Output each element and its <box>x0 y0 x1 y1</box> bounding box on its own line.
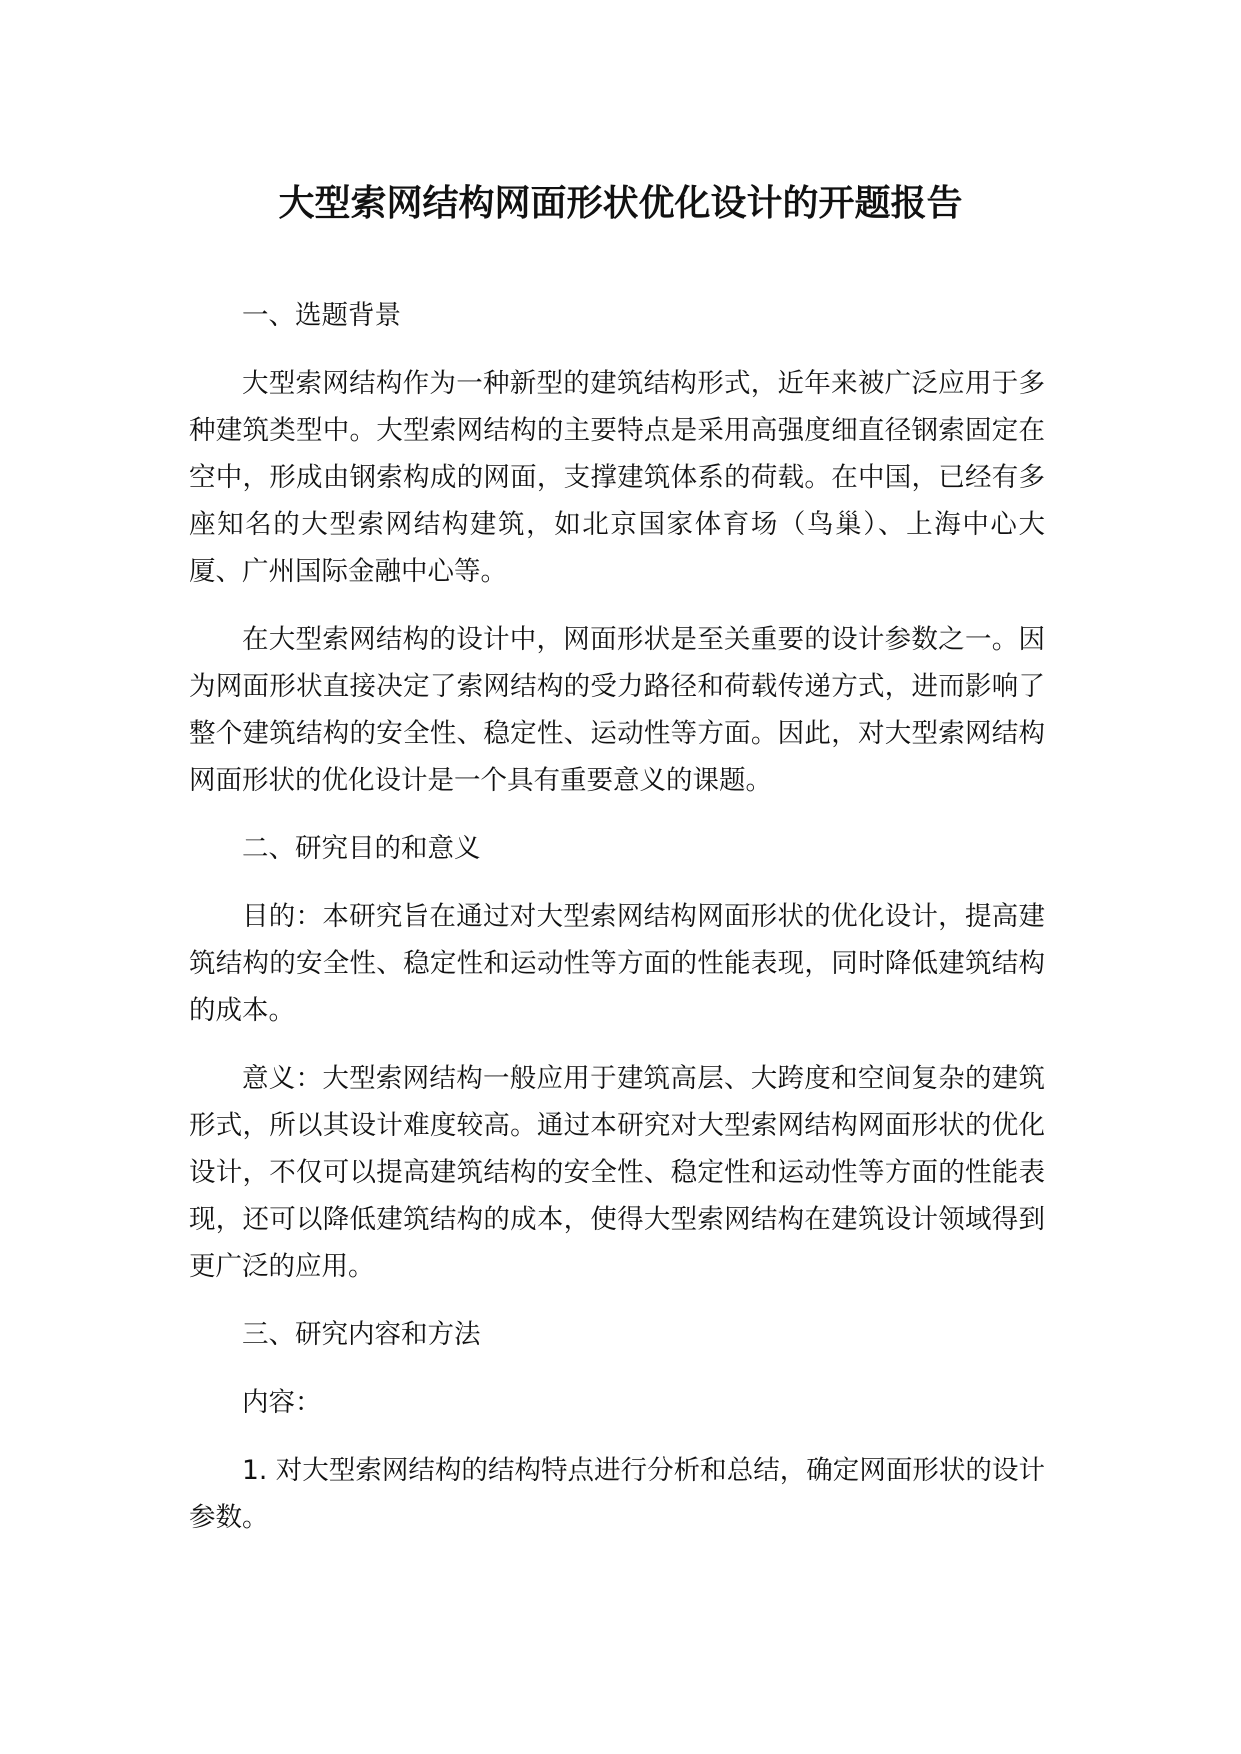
paragraph-background-2: 在大型索网结构的设计中，网面形状是至关重要的设计参数之一。因为网面形状直接决定了索网结构的受力路径和荷载传递方式，进而影响了整个建筑结构的安全性、稳定性、运动性等方面。因此，对大型索网结构网面形状的优化设计是一个具有重要意义的课题。 <box>189 624 1045 796</box>
section-heading-purpose: 二、研究目的和意义 <box>242 833 481 864</box>
section-heading-background: 一、选题背景 <box>242 300 401 331</box>
paragraph-background-1: 大型索网结构作为一种新型的建筑结构形式，近年来被广泛应用于多种建筑类型中。大型索网结构的主要特点是采用高强度细直径钢索固定在空中，形成由钢索构成的网面，支撑建筑体系的荷载。在中国，已经有多座知名的大型索网结构建筑，如北京国家体育场（鸟巢）、上海中心大厦、广州国际金融中心等。 <box>189 368 1045 587</box>
list-item-1: 1. 对大型索网结构的结构特点进行分析和总结，确定网面形状的设计参数。 <box>189 1455 1045 1533</box>
document-title: 大型索网结构网面形状优化设计的开题报告 <box>278 183 963 224</box>
paragraph-purpose: 目的：本研究旨在通过对大型索网结构网面形状的优化设计，提高建筑结构的安全性、稳定性和运动性等方面的性能表现，同时降低建筑结构的成本。 <box>189 901 1045 1026</box>
paragraph-significance: 意义：大型索网结构一般应用于建筑高层、大跨度和空间复杂的建筑形式，所以其设计难度较高。通过本研究对大型索网结构网面形状的优化设计，不仅可以提高建筑结构的安全性、稳定性和运动性等方面的性能表现，还可以降低建筑结构的成本，使得大型索网结构在建筑设计领域得到更广泛的应用。 <box>189 1063 1045 1282</box>
subheading-content: 内容： <box>242 1387 322 1418</box>
document-body <box>189 292 1045 1562</box>
section-heading-content-method: 三、研究内容和方法 <box>242 1319 481 1350</box>
